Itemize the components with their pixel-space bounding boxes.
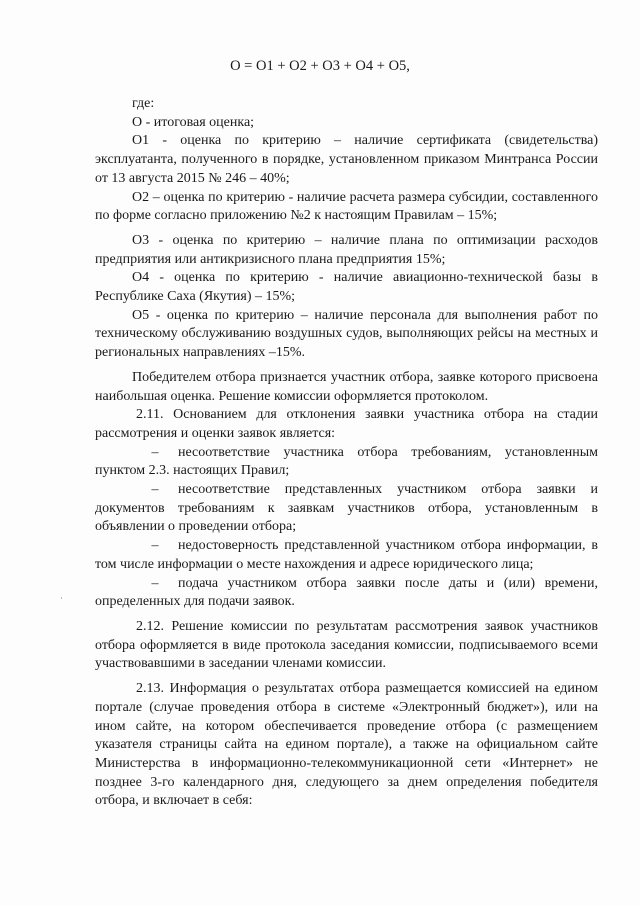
dash-bullet: – [151, 482, 159, 498]
dash-bullet: – [151, 444, 159, 460]
definition-o4: О4 - оценка по критерию - наличие авиационно-технической базы в Республике Саха (Якутия) – 15%; [95, 270, 598, 305]
list-item-text: недостоверность представленной участником отбора информации, в том числе информации о месте нахождения и адресе юридического лица; [95, 538, 598, 572]
list-item [95, 444, 598, 481]
paragraph-2-13: 2.13. Информация о результатах отбора размещается комиссией на едином портале (случае проведения отбора в системе «Электронный бюджет»), или на ином сайте, на котором обеспечивается проведение отбора (с размещением указателя страницы сайта на едином портале), а также на официальном сайте Министерства в информационно-телекоммуникационной сети «Интернет» не позднее 3-го календарного дня, следующего за днем определения победителя отбора, и включает в себя: [95, 681, 598, 809]
where-label: где: [132, 96, 155, 111]
list-item-text: подача участником отбора заявки после даты и (или) времени, определенных для подачи заявок. [95, 575, 598, 610]
winner-paragraph: Победителем отбора признается участник отбора, заявке которого присвоена наибольшая оценка. Решение комиссии оформляется протоколом. [95, 369, 598, 404]
list-item [95, 575, 598, 612]
definition-o3: О3 - оценка по критерию – наличие плана по оптимизации расходов предприятия или антикризисного плана предприятия 15%; [95, 232, 598, 267]
formula: О = О1 + О2 + О3 + О4 + О5, [230, 58, 410, 74]
list-item-text: несоответствие представленных участником отбора заявки и документов требованиям к заявкам участников отбора, установленным в объявлении о проведении отбора; [95, 482, 598, 535]
paragraph-2-12: 2.12. Решение комиссии по результатам рассмотрения заявок участников отбора оформляется в виде протокола заседания комиссии, подписываемого всеми участвовавшими в заседании членами комиссии. [95, 618, 598, 672]
definition-o5: О5 - оценка по критерию – наличие персонала для выполнения работ по техническому обслуживанию воздушных судов, выполняющих рейсы на местных и региональных направлениях –15%. [95, 307, 598, 361]
paragraph-2-11: 2.11. Основанием для отклонения заявки участника отбора на стадии рассмотрения и оценки заявок является: [95, 407, 598, 441]
dash-bullet: – [151, 538, 159, 554]
list-item [95, 537, 598, 574]
definition-o1: О1 - оценка по критерию – наличие сертификата (свидетельства) эксплуатанта, полученного в порядке, установленном приказом Минтранса России от 13 августа 2015 № 246 – 40%; [95, 133, 598, 186]
definition-o2: О2 – оценка по критерию - наличие расчета размера субсидии, составленного по форме согласно приложению №2 к настоящим Правилам – 15%; [95, 189, 598, 224]
dash-bullet: – [151, 575, 159, 591]
list-item-text: несоответствие участника отбора требованиям, установленным пунктом 2.3. настоящих Правил; [95, 444, 598, 479]
list-item [95, 481, 598, 537]
scan-speck [61, 597, 62, 599]
document-body [95, 95, 598, 811]
definition-o: О - итоговая оценка; [132, 114, 255, 130]
